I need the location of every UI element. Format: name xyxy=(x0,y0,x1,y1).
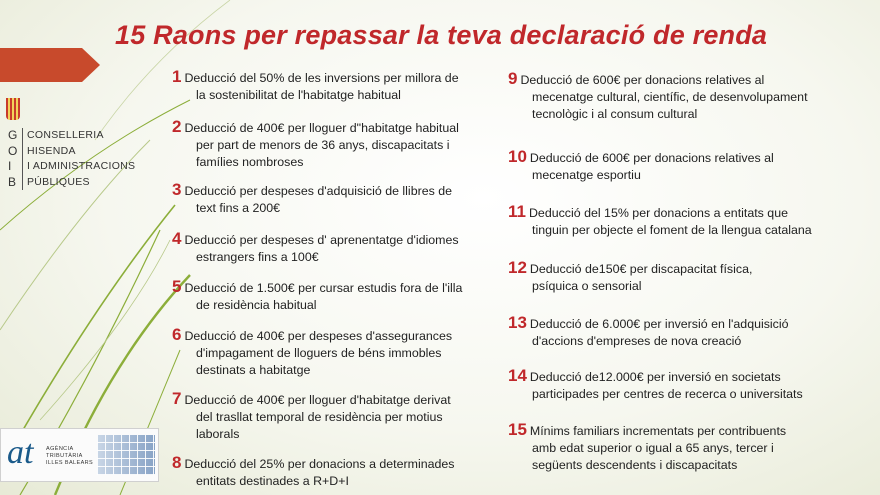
reason-number: 10 xyxy=(508,147,527,166)
reason-text-line: Deducció del 15% per donacions a entitats que xyxy=(528,206,788,220)
reason-number: 1 xyxy=(172,67,182,86)
agencia-line: TRIBUTÀRIA xyxy=(46,452,83,459)
reason-item xyxy=(508,421,786,474)
red-arrow-banner xyxy=(0,48,100,82)
reason-number: 6 xyxy=(172,325,182,344)
building-grid-icon xyxy=(97,435,155,475)
reason-text-line: d'impagament de lloguers de béns immobles xyxy=(196,346,442,360)
reason-text-line: següents descendents i discapacitats xyxy=(532,458,738,472)
reason-item xyxy=(172,230,459,266)
agencia-text xyxy=(46,446,93,466)
goib-letter: O xyxy=(8,143,18,158)
reason-text-line: Deducció del 50% de les inversions per millora de xyxy=(184,71,459,85)
reason-item xyxy=(172,454,454,490)
goib-line: CONSELLERIA xyxy=(27,129,104,141)
reason-number: 4 xyxy=(172,229,182,248)
reason-number: 9 xyxy=(508,69,518,88)
goib-text xyxy=(27,128,135,190)
reason-number: 8 xyxy=(172,453,182,472)
reason-text-line: Deducció de 400€ per lloguer d'habitatge derivat xyxy=(184,393,451,407)
reason-number: 11 xyxy=(508,202,526,221)
reason-number: 3 xyxy=(172,180,182,199)
reason-item xyxy=(172,278,462,314)
goib-letter: B xyxy=(8,174,17,189)
reason-text-line: Deducció de150€ per discapacitat física, xyxy=(529,262,753,276)
reason-item xyxy=(172,68,459,104)
reason-text-line: del trasllat temporal de residència per motius xyxy=(196,410,443,424)
reason-text-line: la sostenibilitat de l'habitatge habitual xyxy=(196,88,401,102)
reason-item xyxy=(172,118,459,171)
reason-text-line: Deducció del 25% per donacions a determinades xyxy=(184,457,455,471)
agencia-line: AGÈNCIA xyxy=(46,446,74,452)
page-title: 15 Raons per repassar la teva declaració de renda xyxy=(115,20,768,50)
agencia-tributaria-logo xyxy=(0,428,159,482)
reason-text-line: tecnològic i al consum cultural xyxy=(532,107,698,121)
reason-text-line: estrangers fins a 100€ xyxy=(196,250,319,264)
goib-letters xyxy=(8,128,17,190)
reason-number: 13 xyxy=(508,313,527,332)
reason-text-line: Deducció de 400€ per lloguer d"habitatge habitual xyxy=(184,121,459,135)
reason-text-line: Mínims familiars incrementats per contribuents xyxy=(529,424,787,438)
agencia-line: ILLES BALEARS xyxy=(46,459,94,466)
reason-item xyxy=(508,259,752,295)
reason-text-line: entitats destinades a R+D+I xyxy=(196,474,349,488)
reason-item xyxy=(508,314,789,350)
reason-text-line: Deducció de 600€ per donacions relatives al xyxy=(520,73,765,87)
reason-text-line: laborals xyxy=(196,427,240,441)
reason-text-line: famílies nombroses xyxy=(196,155,304,169)
reason-text-line: Deducció de 600€ per donacions relatives al xyxy=(529,151,774,165)
goib-line: I ADMINISTRACIONS xyxy=(27,160,136,172)
reason-text-line: Deducció per despeses d'adquisició de llibres de xyxy=(184,184,453,198)
at-logo-mark-icon: at xyxy=(7,434,34,471)
reason-item xyxy=(508,70,808,123)
reason-text-line: Deducció de 1.500€ per cursar estudis fora de l'illa xyxy=(184,281,463,295)
reason-item xyxy=(172,326,452,379)
goib-logo xyxy=(6,98,136,193)
reason-text-line: Deducció de12.000€ per inversió en societats xyxy=(529,370,781,384)
goib-letter: G xyxy=(8,128,18,142)
reason-number: 14 xyxy=(508,366,527,385)
reason-item xyxy=(508,203,812,239)
reason-text-line: amb edat superior o igual a 65 anys, tercer i xyxy=(532,441,774,455)
reason-text-line: destinats a habitatge xyxy=(196,363,311,377)
logo-divider xyxy=(22,128,23,190)
reason-text-line: Deducció de 400€ per despeses d'assegurances xyxy=(184,329,453,343)
reason-item xyxy=(508,148,774,184)
reason-text-line: mecenatge esportiu xyxy=(532,168,641,182)
reason-item xyxy=(172,181,452,217)
balearic-flag-icon xyxy=(6,98,20,120)
goib-line: HISENDA xyxy=(27,144,76,157)
reason-text-line: de residència habitual xyxy=(196,298,317,312)
reason-item xyxy=(508,367,803,403)
reason-number: 12 xyxy=(508,258,527,277)
reason-text-line: d'accions d'empreses de nova creació xyxy=(532,334,742,348)
reason-text-line: mecenatge cultural, científic, de desenvolupament xyxy=(532,90,808,104)
reason-number: 15 xyxy=(508,420,527,439)
reason-text-line: Deducció de 6.000€ per inversió en l'adquisició xyxy=(529,317,789,331)
goib-line: PÚBLIQUES xyxy=(27,175,90,188)
reason-number: 2 xyxy=(172,117,182,136)
reason-text-line: tinguin per objecte el foment de la llengua catalana xyxy=(532,223,812,237)
reason-number: 5 xyxy=(172,277,182,296)
goib-letter: I xyxy=(8,159,12,173)
reason-number: 7 xyxy=(172,389,182,408)
reason-text-line: participades per centres de recerca o universitats xyxy=(532,387,803,401)
reason-text-line: psíquica o sensorial xyxy=(532,279,642,293)
reason-item xyxy=(172,390,451,443)
reason-text-line: Deducció per despeses d' aprenentatge d'idiomes xyxy=(184,233,459,247)
reason-text-line: per part de menors de 36 anys, discapacitats i xyxy=(196,138,450,152)
reason-text-line: text fins a 200€ xyxy=(196,201,281,215)
